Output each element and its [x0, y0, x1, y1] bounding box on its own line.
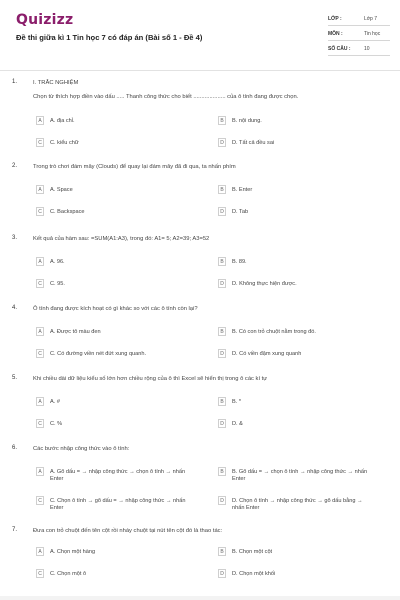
question-number: 6.	[12, 445, 18, 451]
option-key-box: A	[36, 327, 44, 336]
option-key-box: A	[36, 467, 44, 476]
divider	[328, 55, 390, 56]
option-text: B. nội dung.	[232, 118, 262, 124]
question-number: 3.	[12, 235, 18, 241]
option-text: A. 96.	[50, 259, 65, 265]
meta-value: Lớp 7	[364, 16, 378, 22]
option-key-box: C	[36, 496, 44, 505]
option-text: D. Chọn một khối	[232, 571, 276, 577]
question-text: Kết quả của hàm sau: =SUM(A1:A3), trong đó: A1= 5; A2=39; A3=52	[33, 236, 210, 242]
question-number: 1.	[12, 79, 18, 85]
option-key-box: C	[36, 419, 44, 428]
option-key-box: B	[218, 467, 226, 476]
option-key-box: A	[36, 185, 44, 194]
option-text: D. Tất cả đều sai	[232, 140, 275, 146]
option-key-box: D	[218, 138, 226, 147]
option-key-box: B	[218, 185, 226, 194]
option-key-box: B	[218, 116, 226, 125]
divider	[328, 40, 390, 41]
option-text: C. Có đường viền nét đứt xung quanh.	[50, 351, 147, 357]
option-text: B. *	[232, 399, 242, 405]
option-key-box: A	[36, 547, 44, 556]
option-key-box: C	[36, 569, 44, 578]
option-key-box: C	[36, 349, 44, 358]
option-text: A. Được tô màu đen	[50, 329, 101, 335]
option-text: D. &	[232, 421, 243, 427]
meta-label: MÔN :	[328, 31, 343, 37]
option-text: D. Có viền đậm xung quanh	[232, 351, 302, 357]
option-text: C. %	[50, 421, 63, 427]
question-text: Khi chiều dài dữ liệu kiểu số lớn hơn chiều rộng của ô thì Excel sẽ hiển thị trong ô các kí tự	[33, 376, 268, 382]
option-text: C. Chọn ô tính → gõ dấu = → nhập công thức → nhấn Enter	[50, 498, 186, 511]
question-number: 4.	[12, 305, 18, 311]
option-text: C. Backspace	[50, 209, 85, 215]
option-key-box: B	[218, 257, 226, 266]
question-text: Các bước nhập công thức vào ô tính:	[33, 446, 130, 452]
option-key-box: A	[36, 116, 44, 125]
option-text: A. Gõ dấu = → nhập công thức → chọn ô tính → nhấn Enter	[50, 469, 186, 482]
option-key-box: D	[218, 349, 226, 358]
option-key-box: A	[36, 257, 44, 266]
meta-label: LỚP :	[328, 16, 342, 22]
option-text: D. Không thực hiện được.	[232, 281, 297, 287]
option-key-box: D	[218, 419, 226, 428]
document-title: Đề thi giữa kì 1 Tin học 7 có đáp án (Bài số 1 - Đề 4)	[16, 33, 203, 42]
option-key-box: C	[36, 279, 44, 288]
option-key-box: B	[218, 547, 226, 556]
option-text: A. địa chỉ.	[50, 118, 75, 124]
option-key-box: B	[218, 327, 226, 336]
meta-value: 10	[364, 46, 370, 52]
option-key-box: D	[218, 496, 226, 505]
option-text: A. Chọn một hàng	[50, 549, 96, 555]
option-text: B. Chọn một cột	[232, 549, 273, 555]
option-key-box: D	[218, 279, 226, 288]
header-divider	[0, 70, 400, 71]
question-text: Ô tính đang được kích hoạt có gì khác so với các ô tính còn lại?	[33, 306, 198, 312]
option-text: C. Chọn một ô	[50, 571, 87, 577]
option-key-box: D	[218, 569, 226, 578]
option-key-box: C	[36, 138, 44, 147]
page-edge	[0, 596, 400, 600]
option-text: B. Có con trỏ chuột nằm trong đó.	[232, 329, 316, 335]
option-key-box: D	[218, 207, 226, 216]
option-text: C. kiểu chữ	[50, 140, 79, 146]
option-text: A. Space	[50, 187, 73, 193]
option-text: B. Gõ dấu = → chọn ô tính → nhập công thức → nhấn Enter	[232, 469, 368, 482]
quizizz-logo: Quizizz	[16, 12, 74, 28]
question-text: Đưa con trỏ chuột đến tên cột rồi nháy chuột tại nút tên cột đó là thao tác:	[33, 528, 223, 534]
question-number: 7.	[12, 527, 18, 533]
header	[0, 0, 400, 66]
option-text: A. #	[50, 399, 60, 405]
option-text: B. 89.	[232, 259, 247, 265]
option-key-box: C	[36, 207, 44, 216]
question-number: 2.	[12, 163, 18, 169]
option-text: B. Enter	[232, 187, 253, 193]
question-number: 5.	[12, 375, 18, 381]
meta-value: Tin học	[364, 31, 381, 37]
option-text: D. Chọn ô tính → nhập công thức → gõ dấu bằng → nhấn Enter	[232, 498, 363, 511]
question-text: I. TRẮC NGHIỆM Chọn từ thích hợp điền vào dấu ..... Thanh công thức cho biết .................... của ô tính đang được chọn.	[33, 80, 299, 100]
divider	[328, 25, 390, 26]
meta-label: SỐ CÂU :	[328, 46, 351, 52]
option-text: D. Tab	[232, 209, 249, 215]
option-key-box: A	[36, 397, 44, 406]
option-key-box: B	[218, 397, 226, 406]
question-text: Trong trò chơi đám mây (Clouds) để quay lại đám mây đã đi qua, ta nhấn phím	[33, 164, 236, 170]
option-text: C. 95.	[50, 281, 65, 287]
